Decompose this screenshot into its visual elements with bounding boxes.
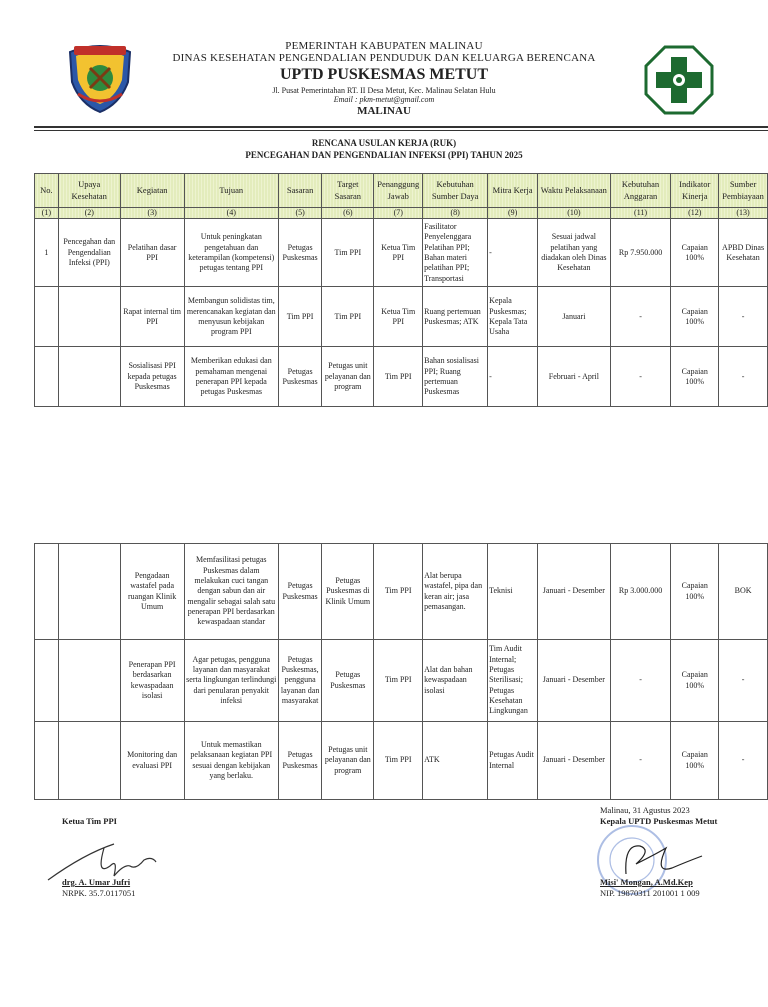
letterhead-government: PEMERINTAH KABUPATEN MALINAU — [285, 40, 483, 52]
cell-waktu: Februari - April — [538, 347, 611, 407]
cell-sumber-daya: Ruang pertemuan Puskesmas; ATK — [423, 287, 488, 347]
table-row — [35, 722, 768, 800]
header-no: No. — [35, 174, 59, 208]
left-signature-name: drg. A. Umar Jufri — [62, 877, 131, 887]
cell-pj: Tim PPI — [374, 640, 423, 722]
cell-pembiayaan: - — [719, 722, 768, 800]
cell-waktu: Januari - Desember — [538, 544, 611, 640]
cell-target: Petugas unit pelayanan dan program — [322, 722, 374, 800]
cell-no — [35, 347, 59, 407]
right-signature-title: Kepala UPTD Puskesmas Metut — [600, 816, 718, 826]
cell-pembiayaan: APBD Dinas Kesehatan — [719, 219, 768, 287]
col-number: (4) — [184, 208, 278, 219]
cell-no — [35, 287, 59, 347]
col-number: (7) — [374, 208, 423, 219]
cell-anggaran: - — [610, 722, 671, 800]
cell-kegiatan: Penerapan PPI berdasarkan kewaspadaan isolasi — [120, 640, 184, 722]
cell-target: Petugas Puskesmas di Klinik Umum — [322, 544, 374, 640]
cell-no — [35, 640, 59, 722]
cell-sumber-daya: Alat dan bahan kewaspadaan isolasi — [423, 640, 488, 722]
cell-target: Petugas unit pelayanan dan program — [322, 347, 374, 407]
cell-anggaran: - — [610, 287, 671, 347]
cell-sasaran: Petugas Puskesmas — [278, 219, 321, 287]
col-number: (13) — [719, 208, 768, 219]
cell-waktu: Januari - Desember — [538, 640, 611, 722]
cell-sasaran: Petugas Puskesmas — [278, 347, 321, 407]
col-number: (8) — [423, 208, 488, 219]
header-indikator: Indikator Kinerja — [671, 174, 719, 208]
cell-target: Petugas Puskesmas — [322, 640, 374, 722]
table-row — [35, 287, 768, 347]
cell-indikator: Capaian 100% — [671, 722, 719, 800]
cell-sumber-daya: Fasilitator Penyelenggara Pelatihan PPI; Bahan materi pelatihan PPI; Transportasi — [423, 219, 488, 287]
cell-pembiayaan: - — [719, 640, 768, 722]
header-anggaran: Kebutuhan Anggaran — [610, 174, 671, 208]
cell-no: 1 — [35, 219, 59, 287]
cell-kegiatan: Monitoring dan evaluasi PPI — [120, 722, 184, 800]
cell-upaya — [58, 640, 120, 722]
cell-waktu: Sesuai jadwal pelatihan yang diadakan oleh Dinas Kesehatan — [538, 219, 611, 287]
letterhead-address: Jl. Pusat Pemerintahan RT. II Desa Metut, Kec. Malinau Selatan Hulu — [272, 86, 496, 95]
cell-tujuan: Agar petugas, pengguna layanan dan masyarakat serta lingkungan terlindungi dari penularan penyakit infeksi — [184, 640, 278, 722]
letterhead-rule-thick — [34, 126, 768, 128]
cell-indikator: Capaian 100% — [671, 347, 719, 407]
cell-pembiayaan: - — [719, 287, 768, 347]
cell-upaya — [58, 347, 120, 407]
right-signature-date: Malinau, 31 Agustus 2023 — [600, 805, 690, 815]
cell-target: Tim PPI — [322, 219, 374, 287]
ruk-table-page2 — [34, 543, 768, 800]
letterhead — [0, 40, 768, 117]
letterhead-institution: UPTD PUSKESMAS METUT — [279, 66, 489, 83]
col-number: (12) — [671, 208, 719, 219]
letterhead-agency: DINAS KESEHATAN PENGENDALIAN PENDUDUK DAN KELUARGA BERENCANA — [172, 52, 596, 64]
cell-anggaran: Rp 3.000.000 — [610, 544, 671, 640]
col-number: (1) — [35, 208, 59, 219]
cell-mitra: - — [488, 347, 538, 407]
cell-pj: Tim PPI — [374, 347, 423, 407]
cell-pj: Tim PPI — [374, 544, 423, 640]
cell-no — [35, 544, 59, 640]
cell-sasaran: Petugas Puskesmas, pengguna layanan dan masyarakat — [278, 640, 321, 722]
col-number: (9) — [488, 208, 538, 219]
document-title: RENCANA USULAN KERJA (RUK) — [311, 138, 457, 148]
cell-indikator: Capaian 100% — [671, 287, 719, 347]
cell-waktu: Januari - Desember — [538, 722, 611, 800]
cell-mitra: Petugas Audit Internal — [488, 722, 538, 800]
cell-sumber-daya: Bahan sosialisasi PPI; Ruang pertemuan Puskesmas — [423, 347, 488, 407]
cell-kegiatan: Rapat internal tim PPI — [120, 287, 184, 347]
cell-sasaran: Tim PPI — [278, 287, 321, 347]
cell-sumber-daya: ATK — [423, 722, 488, 800]
table-row — [35, 640, 768, 722]
letterhead-rule-thin — [34, 130, 768, 131]
table-row — [35, 219, 768, 287]
letterhead-city: MALINAU — [357, 105, 411, 117]
cell-sumber-daya: Alat berupa wastafel, pipa dan keran air; jasa pemasangan. — [423, 544, 488, 640]
cell-pj: Ketua Tim PPI — [374, 219, 423, 287]
cell-mitra: Kepala Puskesmas; Kepala Tata Usaha — [488, 287, 538, 347]
col-number: (2) — [58, 208, 120, 219]
cell-no — [35, 722, 59, 800]
header-tujuan: Tujuan — [184, 174, 278, 208]
document-subtitle: PENCEGAHAN DAN PENGENDALIAN INFEKSI (PPI) TAHUN 2025 — [245, 150, 523, 160]
header-mitra: Mitra Kerja — [488, 174, 538, 208]
cell-sasaran: Petugas Puskesmas — [278, 544, 321, 640]
table-row — [35, 347, 768, 407]
left-signature-id: NRPK. 35.7.0117051 — [62, 888, 136, 898]
cell-upaya — [58, 722, 120, 800]
cell-indikator: Capaian 100% — [671, 544, 719, 640]
right-signature-icon — [606, 834, 716, 882]
header-sasaran: Sasaran — [278, 174, 321, 208]
cell-mitra: Teknisi — [488, 544, 538, 640]
table-number-row — [35, 208, 768, 219]
cell-kegiatan: Sosialisasi PPI kepada petugas Puskesmas — [120, 347, 184, 407]
cell-indikator: Capaian 100% — [671, 640, 719, 722]
cell-pj: Ketua Tim PPI — [374, 287, 423, 347]
cell-tujuan: Untuk peningkatan pengetahuan dan keterampilan (kompetensi) petugas tentang PPI — [184, 219, 278, 287]
cell-upaya: Pencegahan dan Pengendalian Infeksi (PPI) — [58, 219, 120, 287]
header-pembiayaan: Sumber Pembiayaan — [719, 174, 768, 208]
cell-upaya — [58, 287, 120, 347]
cell-indikator: Capaian 100% — [671, 219, 719, 287]
cell-upaya — [58, 544, 120, 640]
cell-tujuan: Membangun solidistas tim, merencanakan kegiatan dan menyusun kebijakan program PPI — [184, 287, 278, 347]
table-row — [35, 544, 768, 640]
left-signature-title: Ketua Tim PPI — [62, 816, 117, 826]
cell-tujuan: Memfasilitasi petugas Puskesmas dalam melakukan cuci tangan dengan sabun dan air mengalir sebagai salah satu penerapan PPI berdasarkan kewaspadaan standar — [184, 544, 278, 640]
col-number: (11) — [610, 208, 671, 219]
header-sumber-daya: Kebutuhan Sumber Daya — [423, 174, 488, 208]
cell-kegiatan: Pengadaan wastafel pada ruangan Klinik Umum — [120, 544, 184, 640]
cell-anggaran: - — [610, 640, 671, 722]
cell-pembiayaan: BOK — [719, 544, 768, 640]
cell-pembiayaan: - — [719, 347, 768, 407]
col-number: (5) — [278, 208, 321, 219]
cell-tujuan: Untuk memastikan pelaksanaan kegiatan PPI sesuai dengan kebijakan yang berlaku. — [184, 722, 278, 800]
cell-waktu: Januari — [538, 287, 611, 347]
right-signature-id: NIP. 19870311 201001 1 009 — [600, 888, 700, 898]
col-number: (6) — [322, 208, 374, 219]
cell-pj: Tim PPI — [374, 722, 423, 800]
header-kegiatan: Kegiatan — [120, 174, 184, 208]
cell-anggaran: Rp 7.950.000 — [610, 219, 671, 287]
col-number: (10) — [538, 208, 611, 219]
ruk-table-page1 — [34, 173, 768, 407]
header-target: Target Sasaran — [322, 174, 374, 208]
table-header-row — [35, 174, 768, 208]
cell-anggaran: - — [610, 347, 671, 407]
cell-sasaran: Petugas Puskesmas — [278, 722, 321, 800]
header-pj: Penanggung Jawab — [374, 174, 423, 208]
cell-tujuan: Memberikan edukasi dan pemahaman mengenai penerapan PPI kepada petugas Puskesmas — [184, 347, 278, 407]
cell-target: Tim PPI — [322, 287, 374, 347]
right-signature-name: Misi' Mongan, A.Md.Kep — [600, 877, 693, 887]
header-upaya: Upaya Kesehatan — [58, 174, 120, 208]
letterhead-email: Email : pkm-metut@gmail.com — [333, 95, 435, 104]
cell-kegiatan: Pelatihan dasar PPI — [120, 219, 184, 287]
header-waktu: Waktu Pelaksanaan — [538, 174, 611, 208]
cell-mitra: Tim Audit Internal; Petugas Sterilisasi; Petugas Kesehatan Lingkungan — [488, 640, 538, 722]
col-number: (3) — [120, 208, 184, 219]
cell-mitra: - — [488, 219, 538, 287]
